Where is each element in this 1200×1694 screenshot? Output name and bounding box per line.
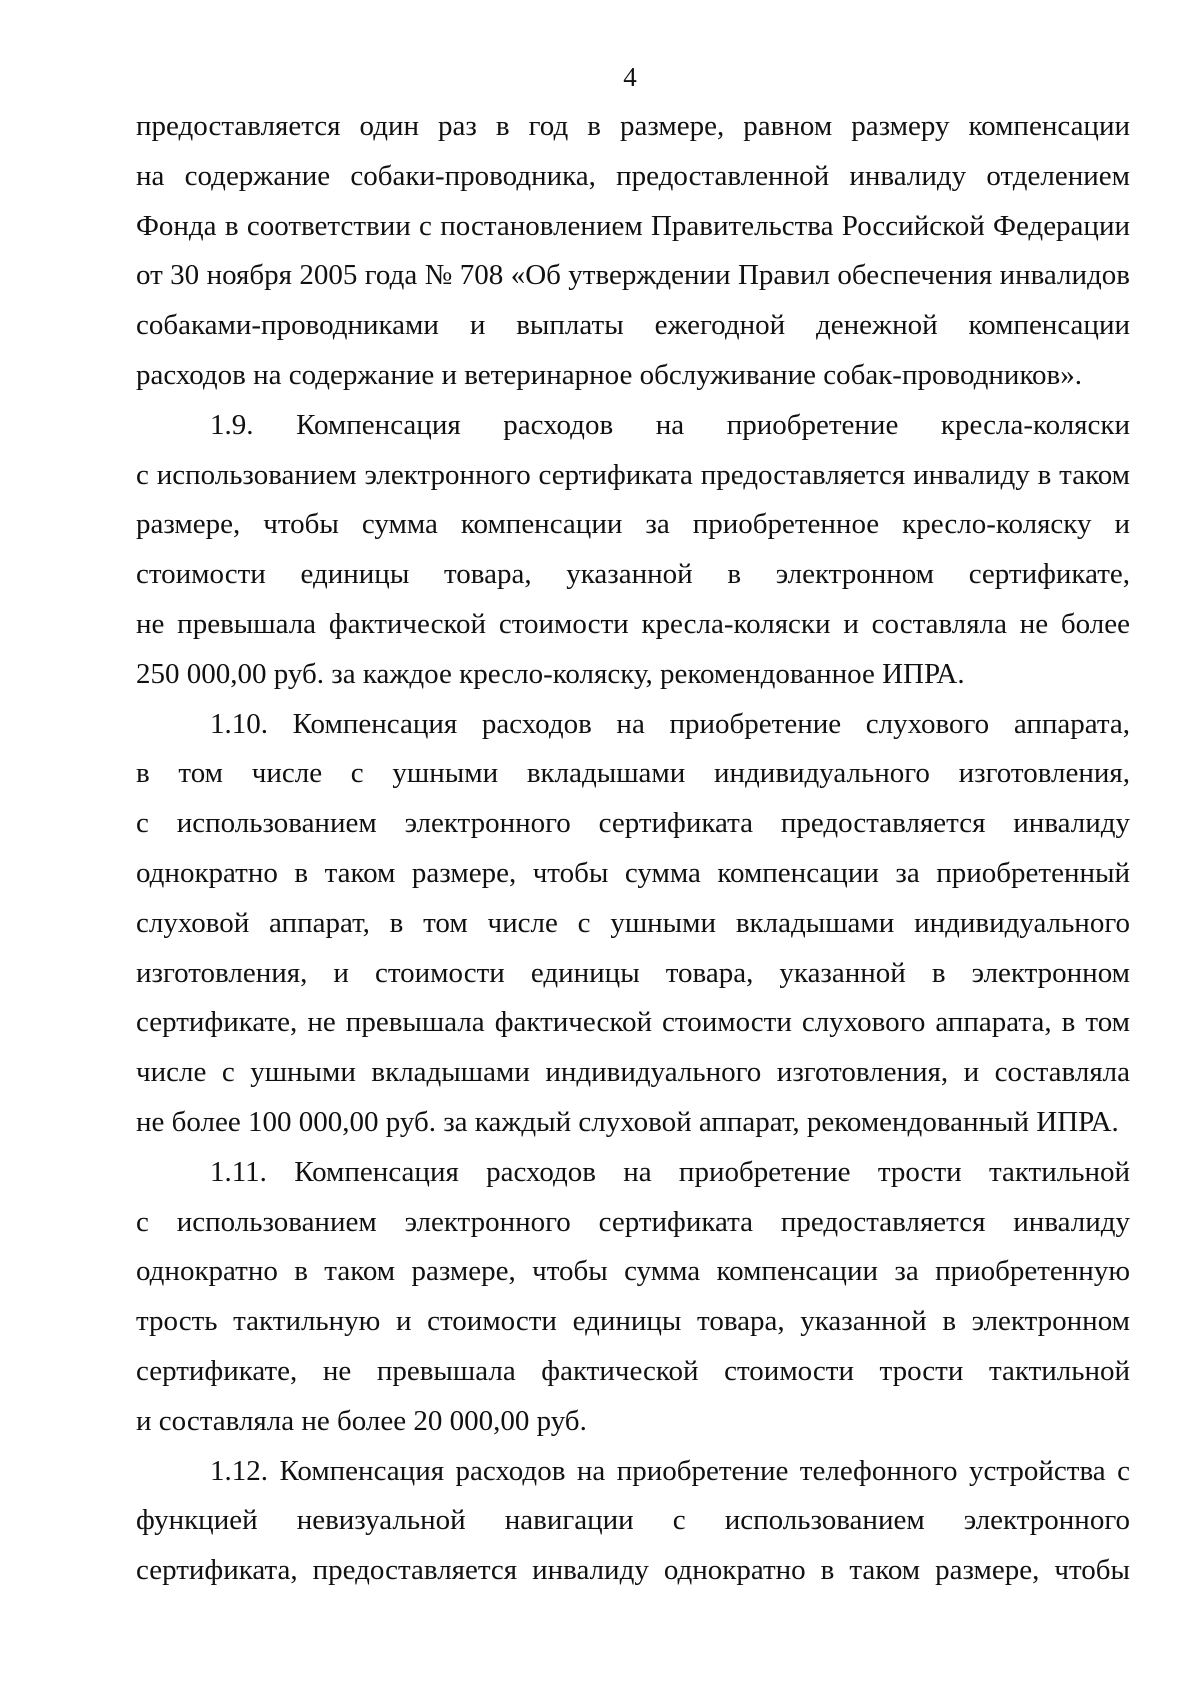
text-line: с использованием электронного сертификата предоставляется инвалиду (136, 807, 1130, 840)
text-line: 1.10. Компенсация расходов на приобретение слухового аппарата, (210, 707, 1130, 740)
text-line: 1.12. Компенсация расходов на приобретение телефонного устройства с (210, 1454, 1130, 1487)
text-line: трость тактильную и стоимости единицы товара, указанной в электронном (136, 1305, 1130, 1338)
text-line: числе с ушными вкладышами индивидуального изготовления, и составляла (136, 1056, 1130, 1089)
text-line: слуховой аппарат, в том числе с ушными вкладышами индивидуального (136, 906, 1130, 939)
text-line: и составляла не более 20 000,00 руб. (136, 1404, 587, 1437)
text-line: стоимости единицы товара, указанной в электронном сертификате, (136, 558, 1130, 591)
text-line: функцией невизуальной навигации с использованием электронного (136, 1504, 1130, 1537)
paragraph-1-12 (136, 1447, 1130, 1596)
text-line: собаками-проводниками и выплаты ежегодной денежной компенсации (136, 309, 1130, 342)
text-line: предоставляется один раз в год в размере, равном размеру компенсации (136, 110, 1130, 142)
text-line: на содержание собаки-проводника, предоставленной инвалиду отделением (136, 159, 1130, 192)
text-line: от 30 ноября 2005 года № 708 «Об утверждении Правил обеспечения инвалидов (136, 259, 1130, 292)
text-line: однократно в таком размере, чтобы сумма компенсации за приобретенный (136, 856, 1130, 889)
paragraph-1-10 (136, 700, 1130, 1148)
text-line: Фонда в соответствии с постановлением Правительства Российской Федерации (136, 209, 1130, 242)
text-line: 1.11. Компенсация расходов на приобретение трости тактильной (210, 1155, 1130, 1188)
text-line: в том числе с ушными вкладышами индивидуального изготовления, (136, 757, 1130, 790)
document-body (136, 102, 1130, 1596)
paragraph-1-9 (136, 401, 1130, 700)
text-line: 250 000,00 руб. за каждое кресло-коляску, рекомендованное ИПРА. (136, 657, 965, 690)
text-line: с использованием электронного сертификата предоставляется инвалиду (136, 1205, 1130, 1238)
text-line: размере, чтобы сумма компенсации за приобретенное кресло-коляску и (136, 508, 1130, 541)
text-line: сертификате, не превышала фактической стоимости слухового аппарата, в том (136, 1006, 1130, 1039)
text-line: однократно в таком размере, чтобы сумма компенсации за приобретенную (136, 1255, 1130, 1288)
text-line: расходов на содержание и ветеринарное обслуживание собак-проводников». (136, 358, 1082, 391)
page-number: 4 (623, 62, 637, 92)
text-line: изготовления, и стоимости единицы товара, указанной в электронном (136, 956, 1130, 989)
text-line: не превышала фактической стоимости кресла-коляски и составляла не более (136, 607, 1130, 640)
text-line: не более 100 000,00 руб. за каждый слуховой аппарат, рекомендованный ИПРА. (136, 1105, 1119, 1138)
text-line: сертификате, не превышала фактической стоимости трости тактильной (136, 1354, 1130, 1387)
paragraph-continuation (136, 102, 1130, 401)
text-line: с использованием электронного сертификата предоставляется инвалиду в таком (136, 458, 1130, 491)
text-line: 1.9. Компенсация расходов на приобретение кресла-коляски (210, 408, 1130, 441)
paragraph-1-11 (136, 1148, 1130, 1447)
text-line: сертификата, предоставляется инвалиду однократно в таком размере, чтобы (136, 1554, 1130, 1587)
